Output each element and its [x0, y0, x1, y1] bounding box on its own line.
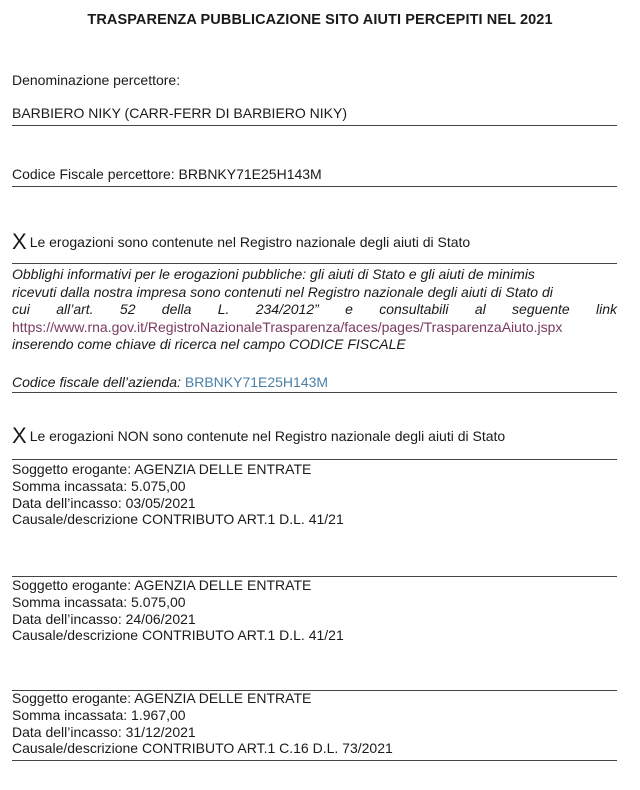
somma-incassata: Somma incassata: 5.075,00 — [12, 593, 186, 610]
causale: Causale/descrizione CONTRIBUTO ART.1 D.L. 41/21 — [12, 511, 344, 528]
codice-fiscale-value: BRBNKY71E25H143M — [178, 166, 322, 182]
soggetto-erogante: Soggetto erogante: AGENZIA DELLE ENTRATE — [12, 461, 312, 477]
registro-text: Le erogazioni sono contenute nel Registro nazionale degli aiuti di Stato — [29, 234, 471, 250]
obblighi-informativi-paragraph — [12, 266, 617, 354]
erogazione-entry — [12, 690, 617, 757]
divider — [12, 263, 617, 264]
codice-fiscale-label: Codice Fiscale percettore: — [12, 166, 175, 182]
info-tail: inserendo come chiave di ricerca nel campo CODICE FISCALE — [12, 336, 406, 353]
non-registro-text: Le erogazioni NON sono contenute nel Registro nazionale degli aiuti di Stato — [29, 428, 506, 444]
info-line: cui all’art. 52 della L. 234/2012” e consultabili al seguente link — [12, 301, 617, 318]
x-mark-icon: X — [12, 229, 27, 254]
erogazione-entry — [12, 461, 617, 528]
cf-azienda-value: BRBNKY71E25H143M — [184, 374, 329, 390]
page-title: TRASPARENZA PUBBLICAZIONE SITO AIUTI PERCEPITI NEL 2021 — [87, 12, 553, 28]
somma-incassata: Somma incassata: 1.967,00 — [12, 706, 186, 723]
divider — [12, 392, 617, 393]
soggetto-erogante: Soggetto erogante: AGENZIA DELLE ENTRATE — [12, 577, 312, 593]
codice-fiscale-field — [12, 166, 322, 182]
denominazione-label: Denominazione percettore: — [12, 72, 181, 88]
data-incasso: Data dell’incasso: 24/06/2021 — [12, 610, 196, 627]
causale: Causale/descrizione CONTRIBUTO ART.1 C.16 D.L. 73/2021 — [12, 740, 393, 757]
causale: Causale/descrizione CONTRIBUTO ART.1 D.L. 41/21 — [12, 627, 344, 644]
cf-azienda-label: Codice fiscale dell’azienda: — [12, 374, 181, 390]
denominazione-value: BARBIERO NIKY (CARR-FERR DI BARBIERO NIKY) — [12, 105, 348, 121]
info-line: ricevuti dalla nostra impresa sono contenuti nel Registro nazionale degli aiuti di Stato di — [12, 283, 553, 300]
cf-azienda-field — [12, 374, 328, 390]
soggetto-erogante: Soggetto erogante: AGENZIA DELLE ENTRATE — [12, 690, 312, 706]
rna-link[interactable]: https://www.rna.gov.it/RegistroNazionaleTrasparenza/faces/pages/TrasparenzaAiuto.jspx — [12, 318, 563, 335]
divider — [12, 186, 617, 187]
data-incasso: Data dell’incasso: 31/12/2021 — [12, 723, 196, 740]
divider — [12, 459, 617, 460]
erogazione-entry — [12, 577, 617, 644]
registro-checkbox-line — [12, 229, 470, 255]
info-line: Obblighi informativi per le erogazioni pubbliche: gli aiuti di Stato e gli aiuti de minimis — [12, 266, 535, 282]
data-incasso: Data dell’incasso: 03/05/2021 — [12, 494, 196, 511]
x-mark-icon: X — [12, 423, 27, 448]
divider — [12, 125, 617, 126]
somma-incassata: Somma incassata: 5.075,00 — [12, 477, 186, 494]
non-registro-checkbox-line — [12, 423, 505, 449]
divider — [12, 760, 617, 761]
